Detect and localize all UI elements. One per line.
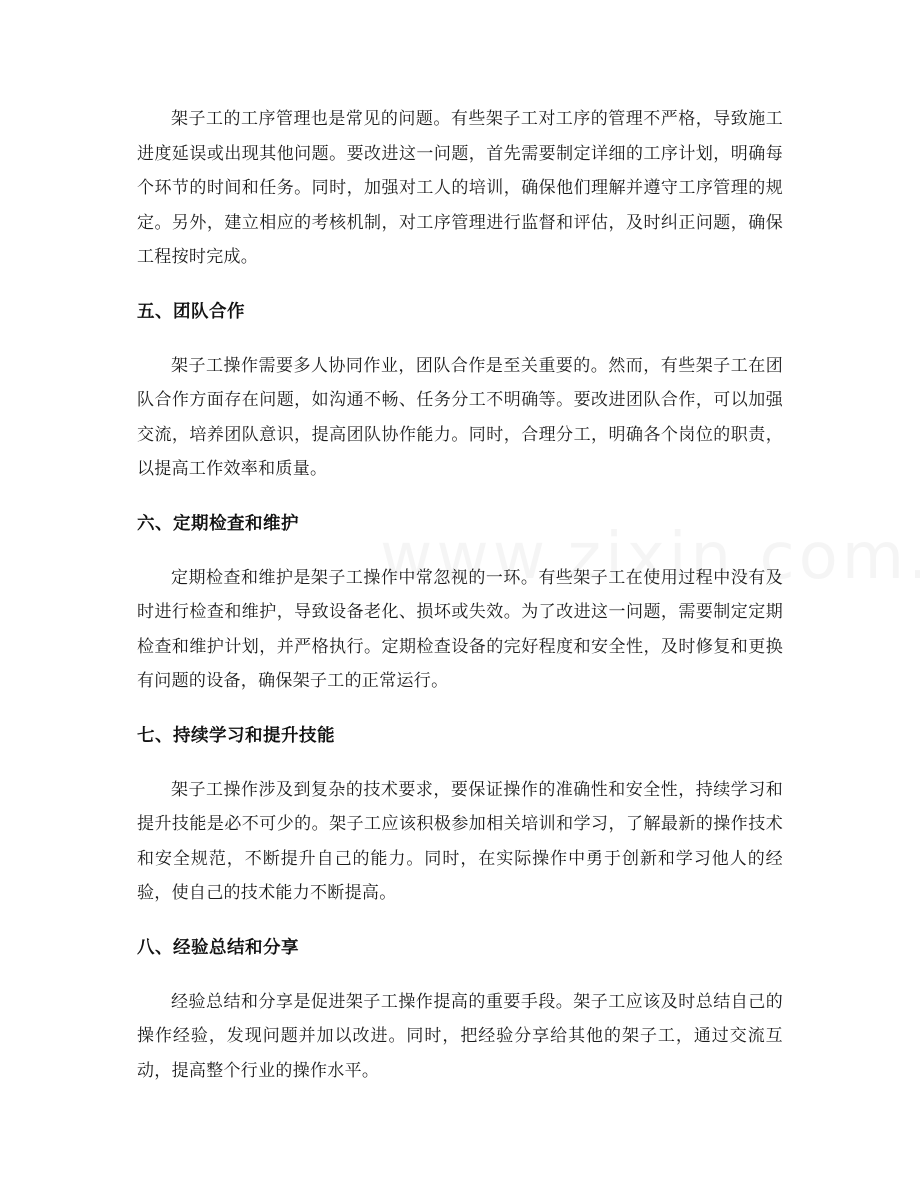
heading-inspection-maintenance: 六、定期检查和维护 [137,513,299,534]
document-body [137,102,783,1088]
paragraph-intro: 架子工的工序管理也是常见的问题。有些架子工对工序的管理不严格，导致施工进度延误或出现其他问题。要改进这一问题，首先需要制定详细的工序计划，明确每个环节的时间和任务。同时，加强对工人的培训，确保他们理解并遵守工序管理的规定。另外，建立相应的考核机制，对工序管理进行监督和评估，及时纠正问题，确保工程按时完成。 [137,109,783,267]
heading-experience-sharing: 八、经验总结和分享 [137,937,299,958]
paragraph-team-cooperation: 架子工操作需要多人协同作业，团队合作是至关重要的。然而，有些架子工在团队合作方面存在问题，如沟通不畅、任务分工不明确等。要改进团队合作，可以加强交流，培养团队意识，提高团队协作能力。同时，合理分工，明确各个岗位的职责，以提高工作效率和质量。 [137,355,783,479]
paragraph-experience-sharing: 经验总结和分享是促进架子工操作提高的重要手段。架子工应该及时总结自己的操作经验，发现问题并加以改进。同时，把经验分享给其他的架子工，通过交流互动，提高整个行业的操作水平。 [137,991,783,1081]
paragraph-inspection-maintenance: 定期检查和维护是架子工操作中常忽视的一环。有些架子工在使用过程中没有及时进行检查和维护，导致设备老化、损坏或失效。为了改进这一问题，需要制定定期检查和维护计划，并严格执行。定期检查设备的完好程度和安全性，及时修复和更换有问题的设备，确保架子工的正常运行。 [137,567,783,691]
paragraph-continuous-learning: 架子工操作涉及到复杂的技术要求，要保证操作的准确性和安全性，持续学习和提升技能是必不可少的。架子工应该积极参加相关培训和学习，了解最新的操作技术和安全规范，不断提升自己的能力。同时，在实际操作中勇于创新和学习他人的经验，使自己的技术能力不断提高。 [137,779,783,903]
heading-continuous-learning: 七、持续学习和提升技能 [137,725,335,746]
heading-team-cooperation: 五、团队合作 [137,301,245,322]
